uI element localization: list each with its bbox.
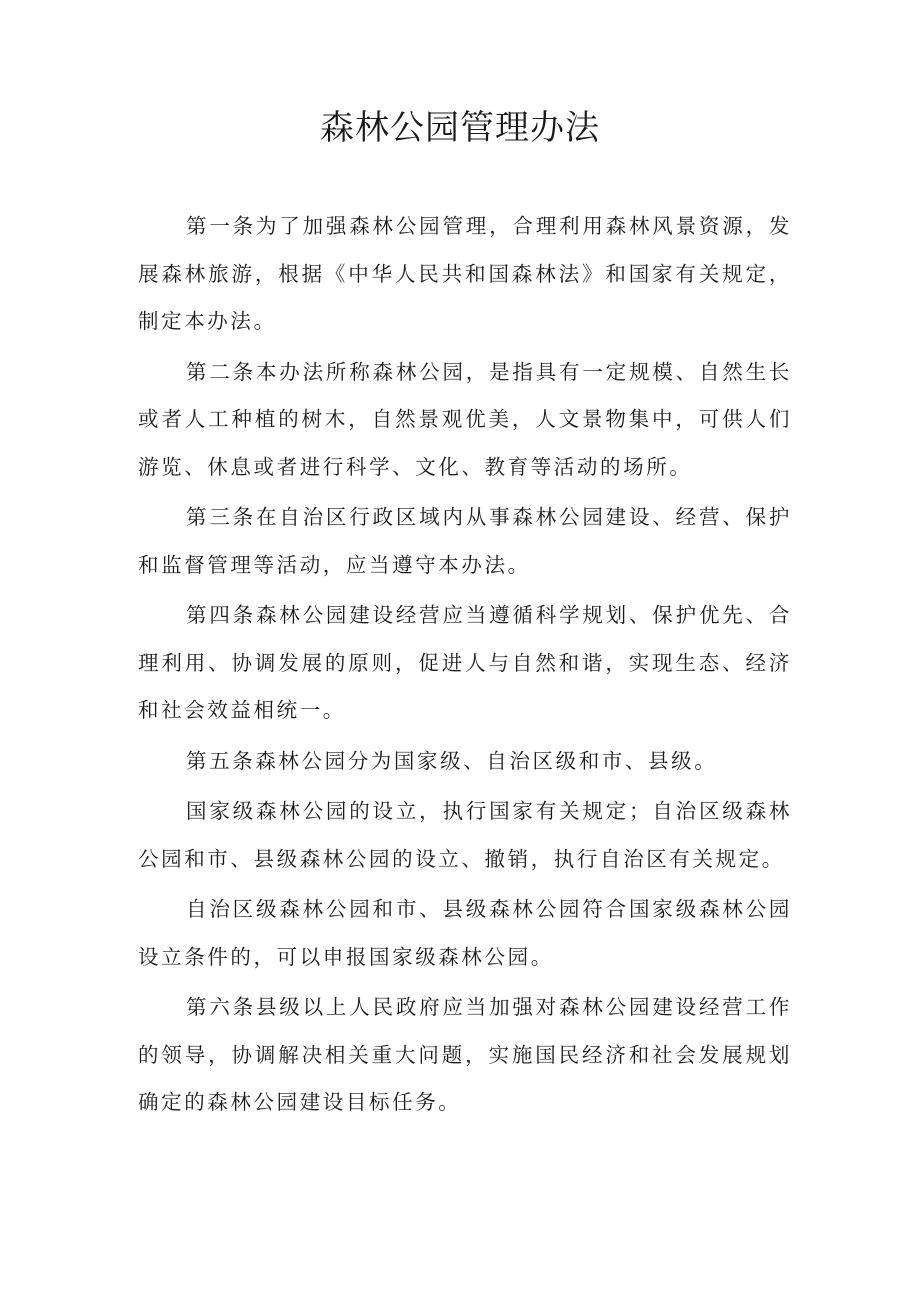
document-title: 森林公园管理办法	[320, 108, 600, 148]
article-5-clause-2-paragraph: 国家级森林公园的设立，执行国家有关规定；自治区级森林公园和市、县级森林公园的设立、撤销，执行自治区有关规定。	[138, 799, 792, 871]
article-4-paragraph: 第四条森林公园建设经营应当遵循科学规划、保护优先、合理利用、协调发展的原则，促进人与自然和谐，实现生态、经济和社会效益相统一。	[138, 603, 792, 722]
article-6-paragraph: 第六条县级以上人民政府应当加强对森林公园建设经营工作的领导，协调解决相关重大问题，实施国民经济和社会发展规划确定的森林公园建设目标任务。	[138, 995, 792, 1114]
article-5-clause-3-paragraph: 自治区级森林公园和市、县级森林公园符合国家级森林公园设立条件的，可以申报国家级森林公园。	[138, 897, 792, 969]
article-5-paragraph: 第五条森林公园分为国家级、自治区级和市、县级。	[186, 748, 718, 773]
article-3-paragraph: 第三条在自治区行政区域内从事森林公园建设、经营、保护和监督管理等活动，应当遵守本办法。	[138, 505, 792, 577]
article-1-paragraph: 第一条为了加强森林公园管理，合理利用森林风景资源，发展森林旅游，根据《中华人民共和国森林法》和国家有关规定，制定本办法。	[138, 214, 792, 333]
article-2-paragraph: 第二条本办法所称森林公园，是指具有一定规模、自然生长或者人工种植的树木，自然景观优美，人文景物集中，可供人们游览、休息或者进行科学、文化、教育等活动的场所。	[138, 359, 792, 479]
document-body	[138, 203, 792, 1130]
